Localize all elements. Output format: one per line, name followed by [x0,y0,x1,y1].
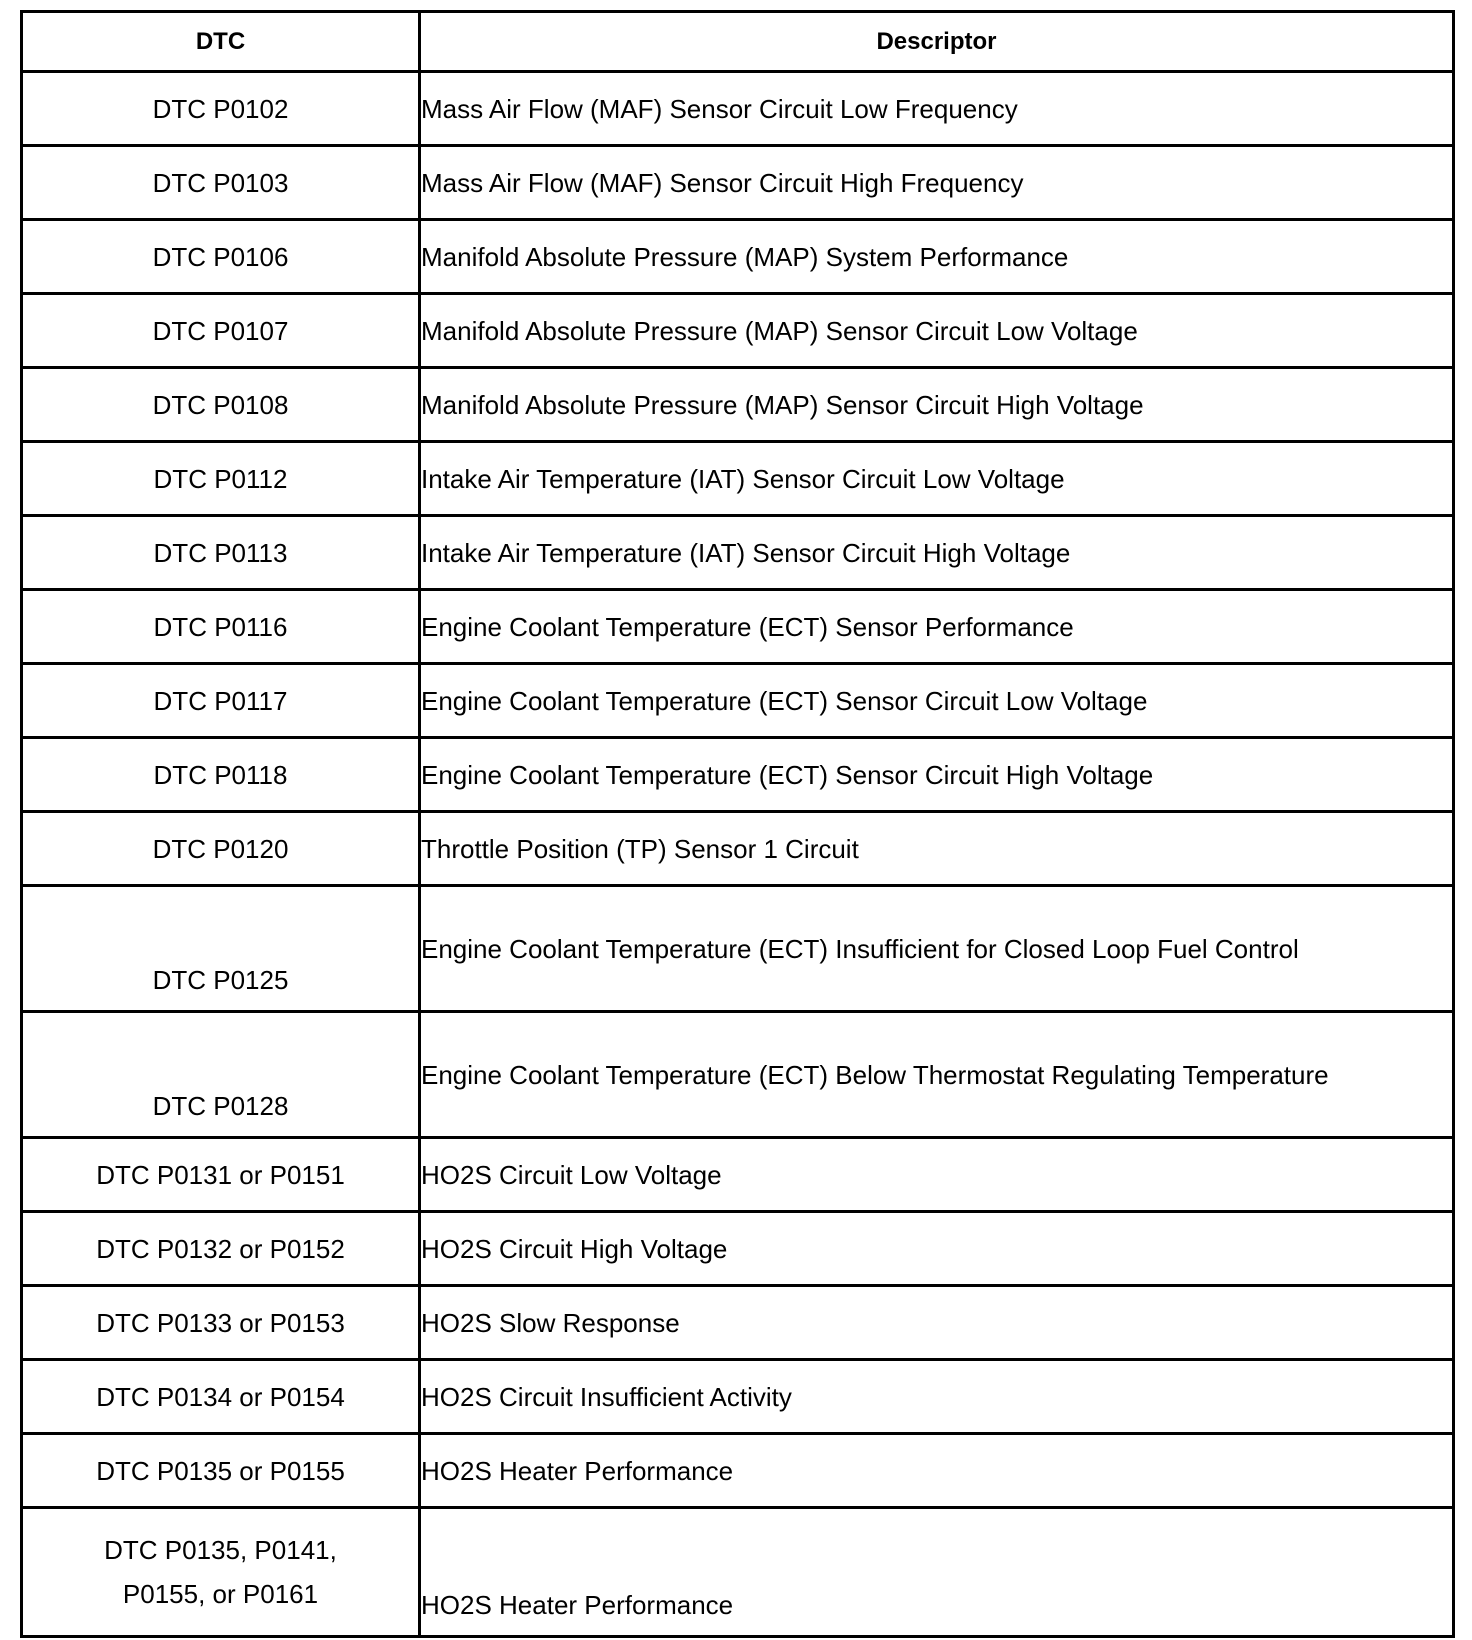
dtc-descriptor: Engine Coolant Temperature (ECT) Sensor Circuit Low Voltage [420,664,1454,738]
table-row [22,294,1454,368]
table-body [22,72,1454,1637]
dtc-descriptor: Mass Air Flow (MAF) Sensor Circuit Low Frequency [420,72,1454,146]
dtc-code: DTC P0131 or P0151 [22,1138,420,1212]
dtc-code: DTC P0120 [22,812,420,886]
dtc-code: DTC P0107 [22,294,420,368]
dtc-code: DTC P0116 [22,590,420,664]
dtc-code: DTC P0113 [22,516,420,590]
table-row [22,72,1454,146]
dtc-descriptor: Mass Air Flow (MAF) Sensor Circuit High Frequency [420,146,1454,220]
table-row [22,1212,1454,1286]
dtc-table [20,10,1455,1638]
table-row [22,1360,1454,1434]
table-row [22,1286,1454,1360]
dtc-descriptor: Engine Coolant Temperature (ECT) Sensor Circuit High Voltage [420,738,1454,812]
table-row [22,738,1454,812]
table-row [22,368,1454,442]
dtc-descriptor: HO2S Circuit High Voltage [420,1212,1454,1286]
dtc-descriptor: HO2S Heater Performance [420,1508,1454,1637]
dtc-code: DTC P0106 [22,220,420,294]
table-row [22,442,1454,516]
dtc-code: DTC P0128 [22,1012,420,1138]
dtc-descriptor: HO2S Circuit Low Voltage [420,1138,1454,1212]
dtc-code: DTC P0102 [22,72,420,146]
dtc-code: DTC P0112 [22,442,420,516]
dtc-descriptor: Engine Coolant Temperature (ECT) Insufficient for Closed Loop Fuel Control [420,886,1454,1012]
dtc-descriptor: HO2S Circuit Insufficient Activity [420,1360,1454,1434]
dtc-code: DTC P0135 or P0155 [22,1434,420,1508]
table-row [22,1012,1454,1138]
table-row [22,1434,1454,1508]
dtc-descriptor: Manifold Absolute Pressure (MAP) System Performance [420,220,1454,294]
dtc-code: DTC P0108 [22,368,420,442]
table-header [22,12,1454,72]
dtc-code: DTC P0118 [22,738,420,812]
dtc-descriptor: Engine Coolant Temperature (ECT) Below Thermostat Regulating Temperature [420,1012,1454,1138]
dtc-code: DTC P0125 [22,886,420,1012]
dtc-descriptor: Intake Air Temperature (IAT) Sensor Circuit High Voltage [420,516,1454,590]
dtc-descriptor: Throttle Position (TP) Sensor 1 Circuit [420,812,1454,886]
table-row [22,146,1454,220]
dtc-code: DTC P0132 or P0152 [22,1212,420,1286]
dtc-descriptor: Manifold Absolute Pressure (MAP) Sensor Circuit Low Voltage [420,294,1454,368]
dtc-code: DTC P0117 [22,664,420,738]
table-row [22,516,1454,590]
dtc-descriptor: Engine Coolant Temperature (ECT) Sensor Performance [420,590,1454,664]
header-descriptor: Descriptor [420,12,1454,72]
header-row [22,12,1454,72]
dtc-descriptor: Manifold Absolute Pressure (MAP) Sensor Circuit High Voltage [420,368,1454,442]
dtc-code: DTC P0133 or P0153 [22,1286,420,1360]
header-dtc: DTC [22,12,420,72]
dtc-descriptor: Intake Air Temperature (IAT) Sensor Circuit Low Voltage [420,442,1454,516]
table-row [22,1138,1454,1212]
dtc-descriptor: HO2S Slow Response [420,1286,1454,1360]
dtc-code: DTC P0135, P0141, P0155, or P0161 [22,1508,420,1637]
table-row [22,1508,1454,1637]
table-row [22,886,1454,1012]
dtc-code: DTC P0134 or P0154 [22,1360,420,1434]
dtc-descriptor: HO2S Heater Performance [420,1434,1454,1508]
table-row [22,220,1454,294]
table-row [22,664,1454,738]
table-row [22,590,1454,664]
table-row [22,812,1454,886]
dtc-code: DTC P0103 [22,146,420,220]
